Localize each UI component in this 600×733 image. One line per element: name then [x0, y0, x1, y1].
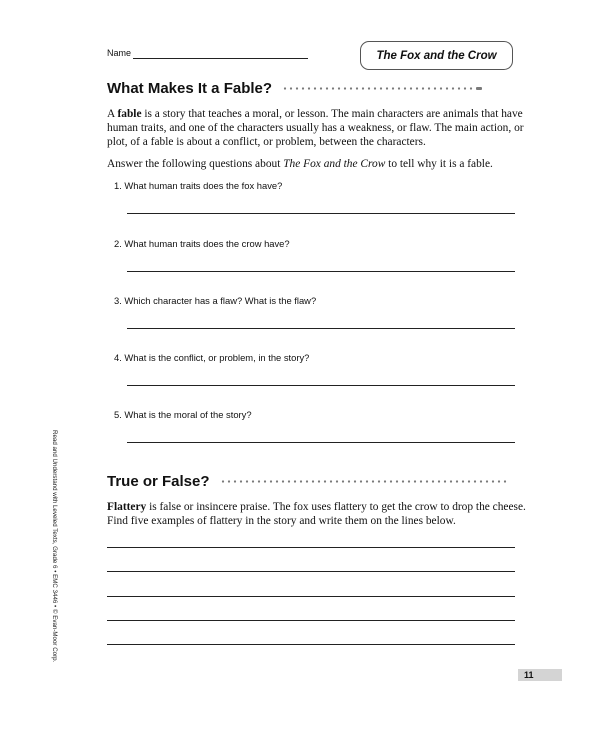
answer-line-3[interactable] — [127, 328, 515, 329]
name-label: Name — [107, 48, 132, 58]
fable-heading-text: What Makes It a Fable? — [107, 80, 273, 97]
definition-prefix: A — [107, 108, 118, 120]
dotted-rule-end — [476, 87, 482, 90]
dotted-rule — [220, 480, 508, 483]
definition-term: fable — [117, 108, 142, 120]
fable-definition — [107, 107, 527, 149]
question-1: 1. What human traits does the fox have? — [114, 180, 283, 191]
instruction-prefix: Answer the following questions about — [107, 158, 284, 170]
side-credit: Read and Understand with Leveled Texts, Grade 6 • EMC 3446 • © Evan-Moor Corp. — [51, 430, 58, 663]
name-line[interactable] — [133, 58, 308, 59]
question-3: 3. Which character has a flaw? What is the flaw? — [114, 295, 317, 306]
fable-section-heading — [107, 80, 482, 97]
question-2: 2. What human traits does the crow have? — [114, 238, 290, 249]
question-5: 5. What is the moral of the story? — [114, 409, 252, 420]
question-4: 4. What is the conflict, or problem, in the story? — [114, 352, 310, 363]
answer-line-1[interactable] — [127, 213, 515, 214]
flattery-line-1[interactable] — [107, 547, 515, 548]
flattery-term: Flattery — [107, 501, 147, 513]
instruction — [107, 157, 527, 171]
flattery-line-5[interactable] — [107, 644, 515, 645]
flattery-paragraph — [107, 500, 527, 528]
tf-heading-text: True or False? — [107, 473, 210, 490]
answer-line-4[interactable] — [127, 385, 515, 386]
flattery-text: is false or insincere praise. The fox uses flattery to get the crow to drop the cheese. Find five examples of flattery in the story and write them on the lines below. — [107, 501, 526, 527]
page-number-tab — [518, 669, 562, 681]
dotted-rule — [282, 87, 474, 90]
instruction-title: The Fox and the Crow — [283, 158, 386, 170]
answer-line-2[interactable] — [127, 271, 515, 272]
story-title-box — [360, 41, 513, 70]
definition-text: is a story that teaches a moral, or lesson. The main characters are animals that have human traits, and one of the characters usually has a weakness, or flaw. The main action, or plot, of a fable is about a conflict, or problem, between the characters. — [107, 108, 524, 148]
tf-section-heading — [107, 473, 508, 490]
flattery-line-4[interactable] — [107, 620, 515, 621]
flattery-line-3[interactable] — [107, 596, 515, 597]
instruction-suffix: to tell why it is a fable. — [385, 158, 493, 170]
flattery-line-2[interactable] — [107, 571, 515, 572]
story-title: The Fox and the Crow — [376, 49, 497, 62]
page-number: 11 — [524, 670, 534, 680]
answer-line-5[interactable] — [127, 442, 515, 443]
